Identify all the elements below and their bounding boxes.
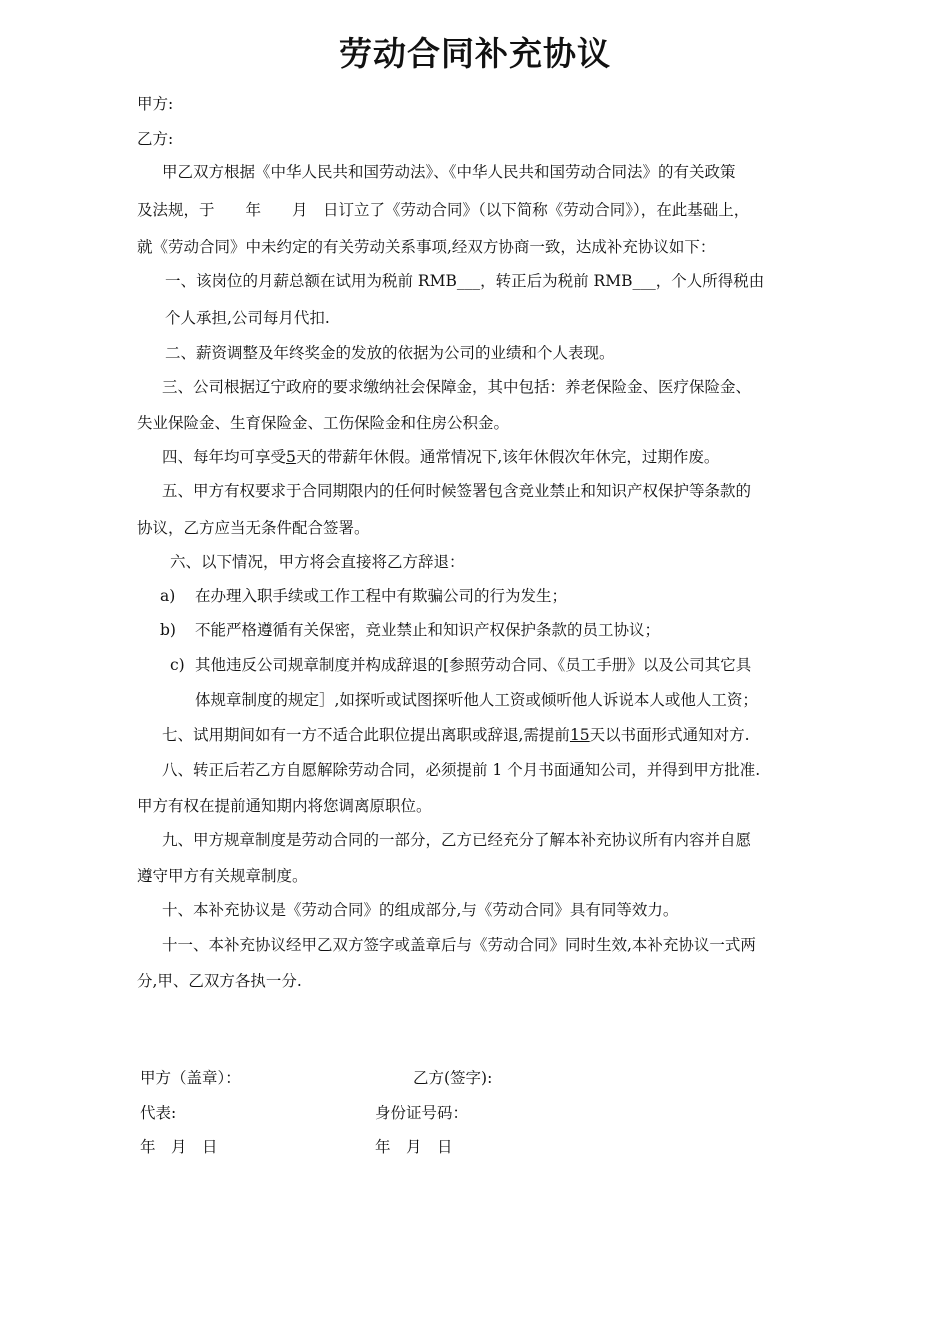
item-c-marker: c) [170,656,185,674]
item-a-text: 在办理入职手续或工作工程中有欺骗公司的行为发生； [195,587,568,605]
clause-7-days: 15 [569,726,590,744]
clause-9-line-1: 九、甲方规章制度是劳动合同的一部分，乙方已经充分了解本补充协议所有内容并自愿 [162,831,752,849]
signature-representative: 代表: [140,1104,177,1122]
clause-5-line-1: 五、甲方有权要求于合同期限内的任何时候签署包含竞业禁止和知识产权保护等条款的 [162,482,752,500]
signature-date-a: 年 月 日 [140,1138,218,1156]
signature-date-b: 年 月 日 [375,1138,453,1156]
clause-5-line-2: 协议，乙方应当无条件配合签署。 [137,519,370,537]
clause-7 [162,725,750,745]
clause-8-line-1: 八、转正后若乙方自愿解除劳动合同，必须提前 1 个月书面通知公司，并得到甲方批准. [162,761,761,779]
signature-party-b: 乙方(签字): [413,1069,493,1087]
clause-1-line-1: 一、该岗位的月薪总额在试用为税前 RMB___，转正后为税前 RMB___，个人所得税由 [165,272,765,290]
clause-4-after: 天的带薪年休假。通常情况下,该年休假次年休完，过期作废。 [295,448,720,466]
clause-11-line-1: 十一、本补充协议经甲乙双方签字或盖章后与《劳动合同》同时生效,本补充协议一式两 [162,936,756,954]
item-c-text-line-2: 体规章制度的规定］,如探听或试图探听他人工资或倾听他人诉说本人或他人工资； [195,691,758,709]
clause-4 [162,447,719,467]
item-b-text: 不能严格遵循有关保密，竞业禁止和知识产权保护条款的员工协议； [195,621,661,639]
item-c-text-line-1: 其他违反公司规章制度并构成辞退的[参照劳动合同、《员工手册》以及公司其它具 [195,656,752,674]
clause-10: 十、本补充协议是《劳动合同》的组成部分,与《劳动合同》具有同等效力。 [162,901,679,919]
clause-1-line-2: 个人承担,公司每月代扣. [165,309,330,327]
party-b-label: 乙方: [137,130,174,148]
clause-9-line-2: 遵守甲方有关规章制度。 [137,867,308,885]
clause-7-before: 七、试用期间如有一方不适合此职位提出离职或辞退,需提前 [162,726,570,744]
party-a-label: 甲方: [137,95,174,113]
intro-line-2: 及法规，于 年 月 日订立了《劳动合同》（以下简称《劳动合同》），在此基础上， [137,201,750,219]
clause-3-line-1: 三、公司根据辽宁政府的要求缴纳社会保障金，其中包括：养老保险金、医疗保险金、 [162,378,752,396]
intro-line-1: 甲乙双方根据《中华人民共和国劳动法》、《中华人民共和国劳动合同法》的有关政策 [162,163,736,181]
clause-3-line-2: 失业保险金、生育保险金、工伤保险金和住房公积金。 [137,414,510,432]
clause-7-after: 天以书面形式通知对方. [589,726,750,744]
document-title: 劳动合同补充协议 [339,34,611,73]
clause-4-days: 5 [286,448,296,466]
item-a-marker: a) [160,587,176,605]
signature-id-number: 身份证号码： [375,1104,469,1122]
clause-2: 二、薪资调整及年终奖金的发放的依据为公司的业绩和个人表现。 [165,344,615,362]
intro-line-3: 就《劳动合同》中未约定的有关劳动关系事项,经双方协商一致，达成补充协议如下： [137,238,716,256]
clause-8-line-2: 甲方有权在提前通知期内将您调离原职位。 [137,797,432,815]
clause-11-line-2: 分,甲、乙双方各执一分. [137,972,302,990]
clause-6: 六、以下情况，甲方将会直接将乙方辞退： [170,553,465,571]
signature-party-a: 甲方（盖章）： [140,1069,241,1087]
item-b-marker: b) [160,621,176,639]
clause-4-before: 四、每年均可享受 [162,448,287,466]
